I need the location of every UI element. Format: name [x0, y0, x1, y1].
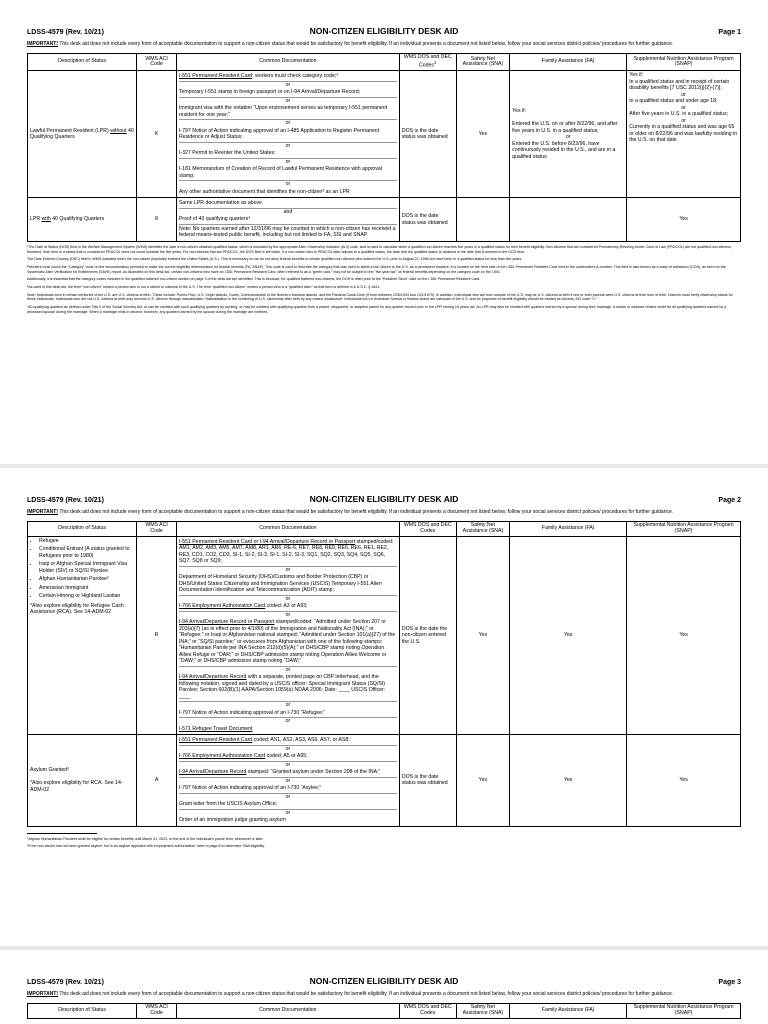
header-snap: Supplemental Nutrition Assistance Program (SNAP): [627, 54, 741, 71]
status-cell: • Refugee • Conditional Entrant (A status granted to Refugees prior to 1980) • Iraqi or Afghan Special Immigrant Visa Holder (SIV) or SQ/SI Parolee • Afghan Humanitarian Parolee⁵ • Amerasian Immigrant • Certain Hmong or Highland Laotian *Also explore eligibility for Refugee Cash Assistance (RCA). See 14-ADM-02: [28, 536, 137, 735]
header-status: Description of Status: [28, 1004, 137, 1018]
doc-title: NON-CITIZEN ELIGIBILITY DESK AID: [309, 494, 459, 504]
table-row: [28, 198, 741, 242]
form-id: LDSS-4579 (Rev. 10/21): [27, 979, 104, 986]
important-notice: IMPORTANT! This desk aid does not include every form of acceptable documentation to support a non-citizen status that would be satisfactory for benefit eligibility. If an individual presents a document not listed below, follow your social services district policies/ procedures for further guidance.: [27, 41, 674, 47]
table-row: [28, 71, 741, 198]
page-number: Page 3: [718, 979, 741, 986]
form-id: LDSS-4579 (Rev. 10/21): [27, 497, 104, 504]
snap-cell: Yes: [627, 536, 741, 735]
page-header: [27, 0, 741, 36]
fa-cell: Yes: [510, 536, 627, 735]
dos-cell: DOS is the date status was obtained: [399, 198, 456, 242]
eligibility-table: [27, 53, 741, 242]
important-notice: IMPORTANT! This desk aid does not include every form of acceptable documentation to support a non-citizen status that would be satisfactory for benefit eligibility. If an individual presents a document not listed below, follow your social services district policies/ procedures for further guidance.: [27, 991, 674, 997]
header-dos: WMS DOS and DEC Codes: [399, 522, 456, 536]
table-header-row: [28, 1004, 741, 1018]
doc-title: NON-CITIZEN ELIGIBILITY DESK AID: [309, 26, 459, 36]
table-header-row: [28, 54, 741, 71]
header-status: Description of Status: [28, 522, 137, 536]
header-snap: Supplemental Nutrition Assistance Program (SNAP): [627, 522, 741, 536]
fa-cell: Yes if: Entered the U.S. on or after 8/22/96, and after five years in U.S. in a qualified status; or Entered the U.S. before 8/22/96, have continuously resided in the U.S., and are in a qualified status: [510, 71, 627, 198]
header-sna: Safety Net Assistance (SNA): [456, 54, 509, 71]
doc-title: NON-CITIZEN ELIGIBILITY DESK AID: [309, 976, 459, 986]
eligibility-table: [27, 1003, 741, 1018]
header-aci: WMS ACI Code: [137, 54, 177, 71]
page-2: [0, 468, 768, 946]
footnote-divider: [27, 833, 97, 834]
page-header: [27, 468, 741, 504]
page-number: Page 1: [718, 29, 741, 36]
fa-cell: [510, 198, 627, 242]
header-docs: Common Documentation: [176, 522, 399, 536]
header-sna: Safety Net Assistance (SNA): [456, 1004, 509, 1018]
aci-code: R: [137, 536, 177, 735]
sna-cell: Yes: [456, 71, 509, 198]
snap-cell: Yes: [627, 735, 741, 827]
documentation-cell: I-551 Permanent Resident Card or I-94 Arrival/Departure Record or Passport stamped/coded: AM1, AM2, AM3, AM6, AM7, AM8, AR1, AR6, RE-6, RE7, RE8, RE9, RE6, RE6, RE1, RE2, RE3, CO1, CO2, CO3, SI-1, SI-2, SI-3, SI-1, SI-2, SI-3, SQ1, SQ2, SQ3, SQ4, SQ5, SQ6, SQ7, SQ8 or SQ9; or Department of Homeland Security (DHS)/Customs and Border Protection (CBP) or DHS/United States Citizenship and Immigration Services (USCIS) Temporary I-551 Alien Documentation Identification and Telecommunication (ADIT) stamp; or I-766 Employment Authorization Card coded: A3 or A93; or I-94 Arrival/Departure Record or Passport stamped/coded: “Admitted under Section 207 or 203(a)(7) (as in effect prior to 4/1/80) of the Immigration and Nationality Act (INA);” or “Refugee;” or Iraqi or Afghanistan national stamped: “Admitted under Section 101(a)(27) of the INA;” or “SQ/SI parolee;” or evacuees from Afghanistan with one of the following stamps: “Humanitarian Parole per INA Section 212(d)(5)(A);” or DHS/CBP stamp noting Operation Allies Refuge or “OAR;” or DHS/CBP admission stamp noting Operation Allies Welcome or “OAW;” or DHS/CBP admission stamp noting “OAW;” or I-94 Arrival/Departure Record with a separate, printed page on CBP letterhead, and the following notation, signed and dated by a USCIS officer: Special Immigrant Status (SQ/SI) Parolee; Section 602(B)(1) AAPA/Section 1059(a) NDAA 2006; Date: ____ USCIS Officer: ____ or I-797 Notice of Action indicating approval of an I-730 “Refugee;” or I-571 Refugee Travel Document: [176, 536, 399, 735]
header-aci: WMS ACI Code: [137, 522, 177, 536]
footnotes: ¹The Date of Status (DOS) field in the Welfare Management System (WMS) identifies the date a non-citizen obtained qualified status, which is indicated by the appropriate Alien Citizenship Indicator (ACI) code, and is used to calculate when a qualified non-citizen reaches five years in a qualified status for their benefit eligibility. Non-citizens that are considered Permanently Residing Under Color of Law (PRUCOL) are not qualified non-citizens, therefore, their time in a status that is considered PRUCOL does not count towards the five years. For non-citizens that are PRUCOL, the DOS field is left blank. If a non-citizen who is PRUCOL later adjusts to a qualified status, the date that the qualified status is obtained is the date that is entered in the DOS field. The Date Entered Country (DEC) field in WMS indicates when the non-citizen physically entered the United States (U.S.). This is necessary so we do not deny federal benefits to certain qualified non-citizens who entered the U.S. prior to August 22, 1996 but have been in a qualified status for less than five years. ²Workers must check the “Category” code on the documentation provided to make the correct eligibility determination for federal benefits (FA, SNAP). This code is used to describe the category that was used to admit a non-citizen to the U.S. as a permanent resident. It is located on the front side of the I-551 Permanent Resident Card next to the cardholder's A-number. This field is also known as a class of admission (COA), as seen on the Systematic Alien Verification for Entitlements (SAVE) report. As illustrated on this desk aid, certain non-citizens who have an I-551 Permanent Resident Card, often referred to as a “green card,” may not be subject to the “five-year bar” on federal benefits depending on the category code on the I-551. Additionally, it is essential that the category codes included in the qualified battered non-citizen section on page 3 of the desk aid are identified. This is because, for qualified battered non-citizens, the DOS is often prior to the “Resident Since” date on the I-551 Permanent Resident Card. ³As used in this desk aid, the term “non-citizen” means a person who is not a citizen or national of the U.S. The term “qualified non-citizen” means a person who is a “qualified alien” as that term is defined in 8 U.S.C. § 1641. Note: Individuals born in certain territories of the U.S. are U.S. citizens at birth. These include: Puerto Rico, U.S. Virgin Islands, Guam, Commonwealth of the Northern Mariana Islands, and the Panama Canal Zone (if born between 2/26/1904 and 10/1/1979). In addition, individuals who are born outside of the U.S. may be U.S. citizens at birth if one or both parents were U.S. citizens at their time of birth. Districts must verify citizenship status for these individuals. Individuals who are not U.S. citizens at birth may become U.S. citizens through naturalization. Naturalization is the conferring of U.S. citizenship after birth by any means whatsoever. Individuals born in American Samoa or Swains Island are nationals of the U.S. and for purposes of benefit eligibility should be treated as citizens, ACI code “C.” ⁴40 qualifying quarters as defined under Title II of the Social Security Act, or can be credited with such qualifying quarters by working, or may be credited with qualifying quarters from a parent, stepparent, or adoptive parent for any quarter earned prior to the LPR turning 18 years old. An LPR may also be credited with quarters earned by a spouse during their marriage. A widow or widower retains credit for all qualifying quarters earned by a deceased spouse during the marriage. When a marriage ends in divorce, however, any quarters earned by the spouse during the marriage are forfeited.: [27, 244, 733, 314]
dos-cell: DOS is the date the non-citizen entered the U.S.: [399, 536, 456, 735]
fa-cell: Yes: [510, 735, 627, 827]
sna-cell: [456, 198, 509, 242]
header-fa: Family Assistance (FA): [510, 54, 627, 71]
page-header: [27, 950, 741, 986]
table-row: [28, 735, 741, 827]
aci-code: 8: [137, 198, 177, 242]
page-3: [0, 950, 768, 1024]
table-header-row: [28, 522, 741, 536]
header-docs: Common Documentation: [176, 54, 399, 71]
page-1: [0, 0, 768, 464]
header-dos: WMS DOS and DEC Codes$^1$: [399, 54, 456, 71]
status-cell: Asylum Granted⁶ *Also explore eligibility for RCA. See 14-ADM-02: [28, 735, 137, 827]
status-cell: Lawful Permanent Resident (LPR) without 40 Qualifying Quarters: [28, 71, 137, 198]
header-dos: WMS DOS and DEC Codes: [399, 1004, 456, 1018]
snap-cell: Yes: [627, 198, 741, 242]
footnotes: ⁵Afghan Humanitarian Parolees shall be eligible for certain benefits until March 31, 2023, or the end of the individual's parole term, whichever is later. ⁶If the non-citizen has not been granted asylum, but is an asylum applicant with employment authorization, refer to page 8 to determine SNA eligibility.: [27, 836, 265, 849]
header-fa: Family Assistance (FA): [510, 1004, 627, 1018]
header-aci: WMS ACI Code: [137, 1004, 177, 1018]
sna-cell: Yes: [456, 536, 509, 735]
header-sna: Safety Net Assistance (SNA): [456, 522, 509, 536]
eligibility-table: [27, 521, 741, 826]
header-docs: Common Documentation: [176, 1004, 399, 1018]
documentation-cell: I-551 Permanent Resident Card: workers must check category code;² or Temporary I-551 stamp in foreign passport or on I-94 Arrival/Departure Record; or Immigrant visa with the notation “Upon endorsement serves as temporary I-551 permanent resident for one year;” or I-797 Notice of Action indicating approval of an I-485 Application to Register Permanent Residence or Adjust Status; or I-327 Permit to Reenter the United States; or I-181 Memorandum of Creation of Record of Lawful Permanent Residence with approval stamp; or Any other authoritative document that identifies the non-citizen³ as an LPR: [176, 71, 399, 198]
documentation-cell: I-551 Permanent Resident Card coded: AS1, AS2, AS3, AS6, AS7, or AS8; or I-766 Employment Authorization Card coded: A5 or A95; or I-94 Arrival/Departure Record stamped: “Granted asylum under Section 208 of the INA;” or I-797 Notice of Action indicating approval of an I-730 “Asylee;” or Grant letter from the USCIS Asylum Office; or Order of an immigration judge granting asylum: [176, 735, 399, 827]
snap-cell: Yes if: In a qualified status and in receipt of certain disability benefits [7 USC 2012(j)(2)-(7)]; or In a qualified status and under age 18; or After five years in U.S. in a qualified status; or Currently in a qualified status and was age 65 or older on 8/22/96 and was lawfully residing in the U.S. on that date: [627, 71, 741, 198]
page-number: Page 2: [718, 497, 741, 504]
header-snap: Supplemental Nutrition Assistance Program (SNAP): [627, 1004, 741, 1018]
form-id: LDSS-4579 (Rev. 10/21): [27, 29, 104, 36]
important-notice: IMPORTANT! This desk aid does not include every form of acceptable documentation to support a non-citizen status that would be satisfactory for benefit eligibility. If an individual presents a document not listed below, follow your social services district policies/ procedures for further guidance.: [27, 509, 674, 515]
status-cell: LPR with 40 Qualifying Quarters: [28, 198, 137, 242]
header-fa: Family Assistance (FA): [510, 522, 627, 536]
table-row: [28, 536, 741, 735]
documentation-cell: Same LPR documentation as above and Proof of 40 qualifying quarters⁴ Note: No quarters earned after 12/31/96 may be counted in which a non-citizen has received a federal means-tested public benefit, including but not limited to FA, SSI and SNAP.: [176, 198, 399, 242]
aci-code: A: [137, 735, 177, 827]
dos-cell: DOS is the date status was obtained: [399, 71, 456, 198]
sna-cell: Yes: [456, 735, 509, 827]
aci-code: K: [137, 71, 177, 198]
dos-cell: DOS is the date status was obtained: [399, 735, 456, 827]
header-status: Description of Status: [28, 54, 137, 71]
